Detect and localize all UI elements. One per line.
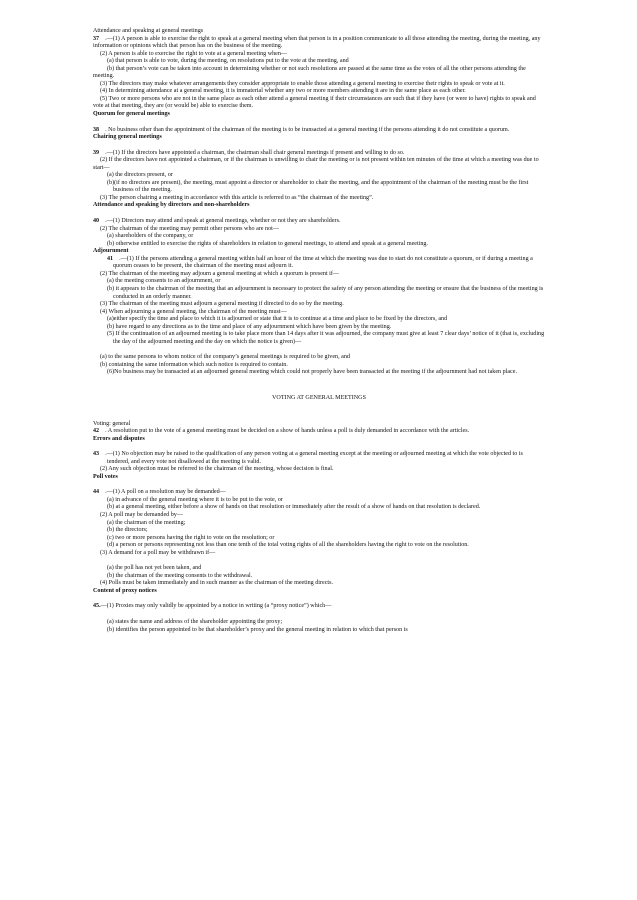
paragraph: (a) that person is able to vote, during the meeting, on resolutions put to the vote at the meeting, and: [107, 58, 349, 65]
paragraph: (c) two or more persons having the right to vote on the resolution; or: [107, 534, 275, 541]
paragraph: (6)No business may be transacted at an adjourned general meeting which could not properly have been transacted at the meeting if the adjournment had not taken place.: [107, 369, 517, 376]
part-heading: VOTING AT GENERAL MEETINGS: [272, 394, 366, 401]
paragraph: (b) the chairman of the meeting consents to the withdrawal.: [107, 572, 253, 579]
paragraph: 38 . No business other than the appointment of the chairman of the meeting is to be transacted at a general meeting if the persons attending it do not constitute a quorum.: [93, 126, 510, 133]
section-title: Errors and disputes: [93, 435, 145, 442]
paragraph: (b) that person’s vote can be taken into account in determining whether or not such resolutions are passed at the same time as the votes of all the other persons attending the meeting.: [93, 65, 526, 80]
paragraph: 44 .—(1) A poll on a resolution may be demanded—: [93, 489, 226, 496]
section-title: Quorum for general meetings: [93, 111, 170, 118]
section-number: 45.: [93, 603, 101, 610]
paragraph: (b) it appears to the chairman of the meeting that an adjournment is necessary to protect the safety of any person attending the meeting or ensure that the business of the meeting is conducted in an orderly manner.: [107, 285, 544, 300]
section-title: Adjournment: [93, 248, 129, 255]
section-number: 38: [93, 126, 100, 133]
paragraph: (2) A person is able to exercise the right to vote at a general meeting when—: [100, 50, 287, 57]
paragraph: (a) the chairman of the meeting;: [107, 519, 186, 526]
paragraph: (5) Two or more persons who are not in the same place as each other attend a general meeting if their circumstances are such that if they have (or were to have) rights to speak and vote at that meeting, they are (or would be) able to exercise them.: [93, 95, 536, 110]
paragraph: (b) at a general meeting, either before a show of hands on that resolution or immediately after the result of a show of hands on that resolution is declared.: [107, 504, 481, 511]
section-title: Attendance and speaking at general meetings: [93, 28, 204, 34]
paragraph: (4) When adjourning a general meeting, the chairman of the meeting must—: [100, 308, 287, 315]
paragraph: (a) in advance of the general meeting where it is to be put to the vote, or: [107, 496, 283, 503]
section-number: 43: [93, 451, 100, 458]
paragraph: (b) the directors;: [107, 527, 148, 534]
paragraph: (2) If the directors have not appointed a chairman, or if the chairman is unwilling to chair the meeting or is not present within ten minutes of the time at which a meeting was due to start—: [93, 157, 539, 171]
paragraph: 41 .—(1) If the persons attending a general meeting within half an hour of the time at which the meeting was due to start do not constitute a quorum, or if during a meeting a quorum ceases to be present, the chairman of the meeting must adjourn it.: [107, 255, 533, 270]
section-number: 44: [93, 489, 100, 496]
paragraph: 45.—(1) Proxies may only validly be appointed by a notice in writing (a “proxy notice”) which—: [93, 603, 332, 610]
section-title: Attendance and speaking by directors and non-shareholders: [93, 202, 250, 209]
paragraph: (5) If the continuation of an adjourned meeting is to take place more than 14 days after it was adjourned, the company must give at least 7 clear days’ notice of it (that is, excluding the day of the adjourned meeting and the day on which the notice is given)—: [107, 331, 545, 345]
section-number: 37: [93, 35, 100, 42]
section-number: 41: [107, 255, 114, 262]
section-title: Chairing general meetings: [93, 134, 162, 141]
paragraph: (2) The chairman of the meeting may permit other persons who are not—: [100, 225, 279, 232]
paragraph: (b) have regard to any directions as to the time and place of any adjournment which have been given by the meeting.: [107, 323, 392, 330]
paragraph: (b) containing the same information which such notice is required to contain.: [100, 361, 288, 368]
paragraph: (a) shareholders of the company, or: [107, 233, 194, 240]
paragraph: (3) The person chairing a meeting in accordance with this article is referred to as “the chairman of the meeting”.: [100, 194, 374, 201]
paragraph: (2) A poll may be demanded by—: [100, 511, 183, 518]
paragraph: (2) Any such objection must be referred to the chairman of the meeting, whose decision is final.: [100, 466, 334, 473]
paragraph: (d) a person or persons representing not less than one tenth of the total voting rights of all the shareholders having the right to vote on the resolution.: [107, 542, 469, 549]
section-title: Poll votes: [93, 473, 118, 480]
paragraph: (b) otherwise entitled to exercise the rights of shareholders in relation to general meetings, to attend and speak at a general meeting.: [107, 240, 428, 247]
paragraph: (4) In determining attendance at a general meeting, it is immaterial whether any two or more members attending it are in the same place as each other.: [100, 88, 466, 95]
section-number: 42: [93, 428, 100, 435]
document-page: [93, 28, 545, 634]
paragraph: (b) identifies the person appointed to be that shareholder’s proxy and the general meeting in relation to which that person is: [107, 626, 408, 633]
section-title: Voting: general: [93, 420, 131, 427]
paragraph: (b)(if no directors are present), the meeting, must appoint a director or shareholder to chair the meeting, and the appointment of the chairman of the meeting must be the first business of the meeting.: [107, 179, 529, 194]
paragraph: 42 . A resolution put to the vote of a general meeting must be decided on a show of hands unless a poll is duly demanded in accordance with the articles.: [93, 428, 470, 435]
paragraph: (a)either specify the time and place to which it is adjourned or state that it is to continue at a time and place to be fixed by the directors, and: [107, 316, 448, 323]
section-title: Content of proxy notices: [93, 587, 157, 594]
paragraph: (3) A demand for a poll may be withdrawn if—: [100, 549, 216, 556]
paragraph: (3) The directors may make whatever arrangements they consider appropriate to enable those attending a general meeting to exercise their rights to speak or vote at it.: [100, 80, 505, 87]
paragraph: (a) the meeting consents to an adjournment, or: [107, 278, 221, 285]
section-number: 40: [93, 218, 100, 225]
paragraph: 39 .—(1) If the directors have appointed a chairman, the chairman shall chair general meetings if present and willing to do so.: [93, 149, 405, 156]
paragraph: (a) to the same persons to whom notice of the company’s general meetings is required to be given, and: [100, 354, 350, 361]
paragraph: (3) The chairman of the meeting must adjourn a general meeting if directed to do so by the meeting.: [100, 301, 344, 308]
paragraph: (a) the poll has not yet been taken, and: [107, 565, 202, 572]
paragraph: (2) The chairman of the meeting may adjourn a general meeting at which a quorum is present if—: [100, 270, 339, 277]
paragraph: 43 .—(1) No objection may be raised to the qualification of any person voting at a general meeting except at the meeting or adjourned meeting at which the vote objected to is tendered, and every vote not disallowed at the meeting is valid.: [93, 451, 523, 465]
paragraph: 40 .—(1) Directors may attend and speak at general meetings, whether or not they are shareholders.: [93, 218, 341, 225]
section-number: 39: [93, 149, 100, 156]
paragraph: (a) states the name and address of the shareholder appointing the proxy;: [107, 619, 283, 625]
paragraph: (4) Polls must be taken immediately and in such manner as the chairman of the meeting directs.: [100, 580, 334, 587]
paragraph: 37 .—(1) A person is able to exercise the right to speak at a general meeting when that person is in a position communicate to all those attending the meeting, during the meeting, any information or opinions which that person has on the business of the meeting.: [93, 35, 541, 50]
paragraph: (a) the directors present, or: [107, 172, 173, 179]
